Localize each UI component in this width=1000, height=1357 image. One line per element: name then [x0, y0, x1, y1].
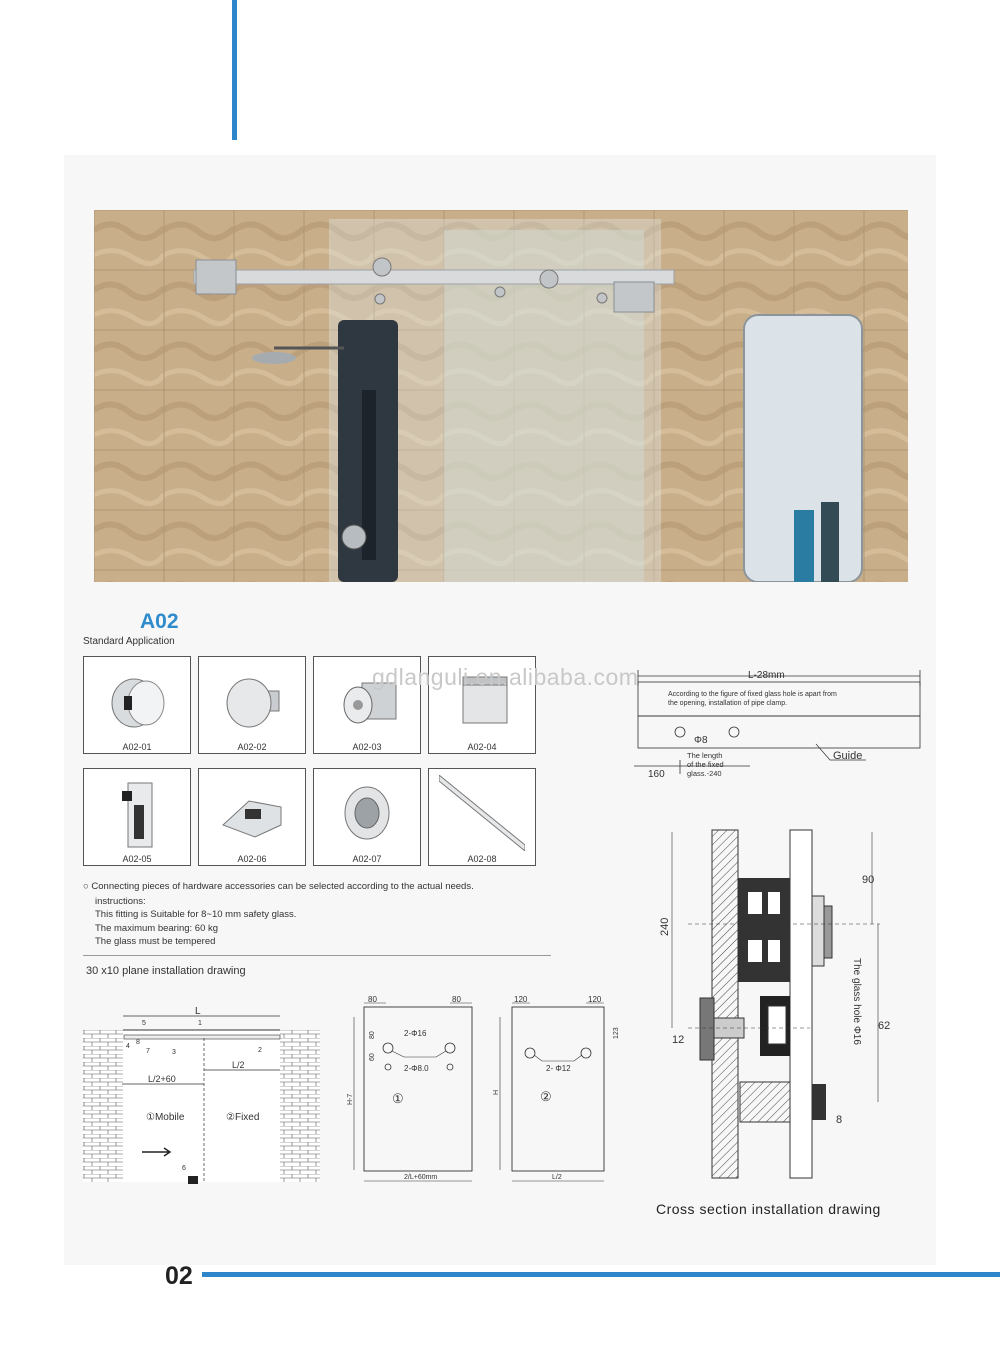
panel-number: ②: [540, 1089, 552, 1104]
width-label: L/2: [552, 1174, 562, 1181]
rail-profile: [738, 878, 790, 982]
glass-outline: [638, 716, 920, 748]
callout-number: 3: [172, 1049, 176, 1056]
plane-drawing: [80, 998, 324, 1188]
hole-circle: [675, 727, 685, 737]
round-knob-icon: [209, 663, 295, 739]
instruction-line: The maximum bearing: 60 kg: [95, 922, 219, 934]
dim-label: 80: [452, 995, 461, 1004]
dim-label: 120: [588, 995, 602, 1004]
part-code: A02-03: [352, 742, 382, 752]
hole-circle: [581, 1048, 591, 1058]
watermark: gdlanguli.en.alibaba.com: [372, 664, 639, 690]
half-label: L/2: [232, 1060, 245, 1070]
hole-circle: [385, 1064, 391, 1070]
rail-note-line: the opening, installation of pipe clamp.: [668, 700, 788, 707]
dim-label: 123: [613, 1027, 620, 1039]
divider: [83, 955, 551, 956]
wall-bracket: [700, 998, 714, 1060]
callout-number: 4: [126, 1043, 130, 1050]
half-plus-label: L/2+60: [148, 1074, 176, 1084]
part-code: A02-07: [352, 854, 382, 864]
part-code: A02-06: [237, 854, 267, 864]
hole-circle: [445, 1043, 455, 1053]
rail-outline: [638, 682, 920, 716]
rail-bar: [124, 1035, 280, 1039]
model-code: A02: [140, 610, 179, 633]
offset-label: 160: [648, 769, 665, 780]
dim-62: 62: [878, 1020, 891, 1032]
part-card: [198, 768, 306, 866]
part-code: A02-08: [467, 854, 497, 864]
dim-label: 60: [369, 1053, 376, 1061]
hole-label: Φ8: [694, 735, 708, 746]
callout-number: 6: [182, 1165, 186, 1172]
rail-drawing: [630, 662, 930, 784]
part-card: [428, 768, 536, 866]
floor-stopper: [812, 1084, 826, 1120]
fixed-length-line: The length: [687, 751, 723, 760]
fixed-length-line: of the fixed: [687, 760, 724, 769]
mobile-label: ①Mobile: [146, 1112, 185, 1123]
cross-section-drawing: [650, 822, 900, 1184]
left-wall: [83, 1030, 123, 1182]
length-label: L: [195, 1006, 201, 1017]
part-code: A02-04: [467, 742, 497, 752]
height-label: H: [493, 1089, 500, 1095]
end-stopper-icon: [94, 775, 180, 851]
page-number: 02: [165, 1262, 193, 1290]
square-rail-icon: [439, 775, 525, 851]
instructions-heading: instructions:: [95, 895, 146, 907]
wall-section: [712, 830, 738, 1178]
ring-handle-icon: [324, 775, 410, 851]
top-accent-bar: [232, 0, 237, 140]
selection-note: ○ Connecting pieces of hardware accessories can be selected according to the actual needs.: [83, 881, 474, 892]
dim-12: 12: [672, 1034, 685, 1046]
callout-number: 2: [258, 1047, 262, 1054]
rail-note-line: According to the figure of fixed glass hole is apart from: [668, 691, 837, 698]
holes-label: 2- Φ12: [546, 1064, 571, 1073]
standard-application-label: Standard Application: [83, 636, 175, 647]
callout-number: 5: [142, 1020, 146, 1027]
callout-number: 1: [198, 1020, 202, 1027]
part-card: [313, 768, 421, 866]
floor-guide-section: [740, 1082, 790, 1122]
width-label: 2/L+60mm: [404, 1174, 438, 1181]
callout-number: 7: [146, 1048, 150, 1055]
part-code: A02-02: [237, 742, 267, 752]
right-wall: [280, 1030, 320, 1182]
part-card: [83, 656, 191, 754]
cross-section-title: Cross section installation drawing: [656, 1201, 881, 1217]
floor-guide-block: [188, 1176, 198, 1184]
fixed-label: ②Fixed: [226, 1112, 260, 1123]
hole-circle: [729, 727, 739, 737]
hole-circle: [383, 1043, 393, 1053]
hole-circle: [447, 1064, 453, 1070]
fixed-length-line: glass.-240: [687, 769, 722, 778]
dim-90: 90: [862, 874, 875, 886]
dim-8: 8: [836, 1114, 843, 1126]
part-card: [198, 656, 306, 754]
hole-circle: [525, 1048, 535, 1058]
part-code: A02-05: [122, 854, 152, 864]
instruction-line: The glass must be tempered: [95, 936, 216, 947]
selection-note-text: Connecting pieces of hardware accessories can be selected according to the actual needs.: [91, 881, 474, 892]
part-code: A02-01: [122, 742, 152, 752]
holes-top-label: 2-Φ16: [404, 1029, 427, 1038]
guide-label: Guide: [833, 750, 863, 762]
holes-bottom-label: 2-Φ8.0: [404, 1064, 429, 1073]
dim-label: 80: [369, 1031, 376, 1039]
notes: [83, 880, 474, 949]
dim-label: 80: [368, 995, 377, 1004]
double-disc-knob-icon: [94, 663, 180, 739]
bottom-accent-bar: [202, 1272, 1000, 1277]
dim-240: 240: [659, 917, 671, 936]
rail-length-label: L-28mm: [748, 670, 785, 681]
panel-number: ①: [392, 1091, 404, 1106]
glass-panel-2-drawing: [490, 995, 624, 1190]
part-card: [83, 768, 191, 866]
glass-outline: [512, 1007, 604, 1171]
height-label: H-7: [347, 1093, 354, 1105]
plane-drawing-title: 30 x10 plane installation drawing: [86, 965, 246, 977]
callout-number: 8: [136, 1039, 140, 1046]
glass-panel-1-drawing: [346, 995, 480, 1190]
product-photo: [94, 210, 908, 582]
floor-guide-icon: [209, 775, 295, 851]
dim-label: 120: [514, 995, 528, 1004]
glass-section: [790, 830, 812, 1178]
instruction-line: This fitting is Suitable for 8~10 mm safety glass.: [95, 909, 297, 920]
glass-hole-label: The glass hole Φ16: [851, 958, 862, 1045]
